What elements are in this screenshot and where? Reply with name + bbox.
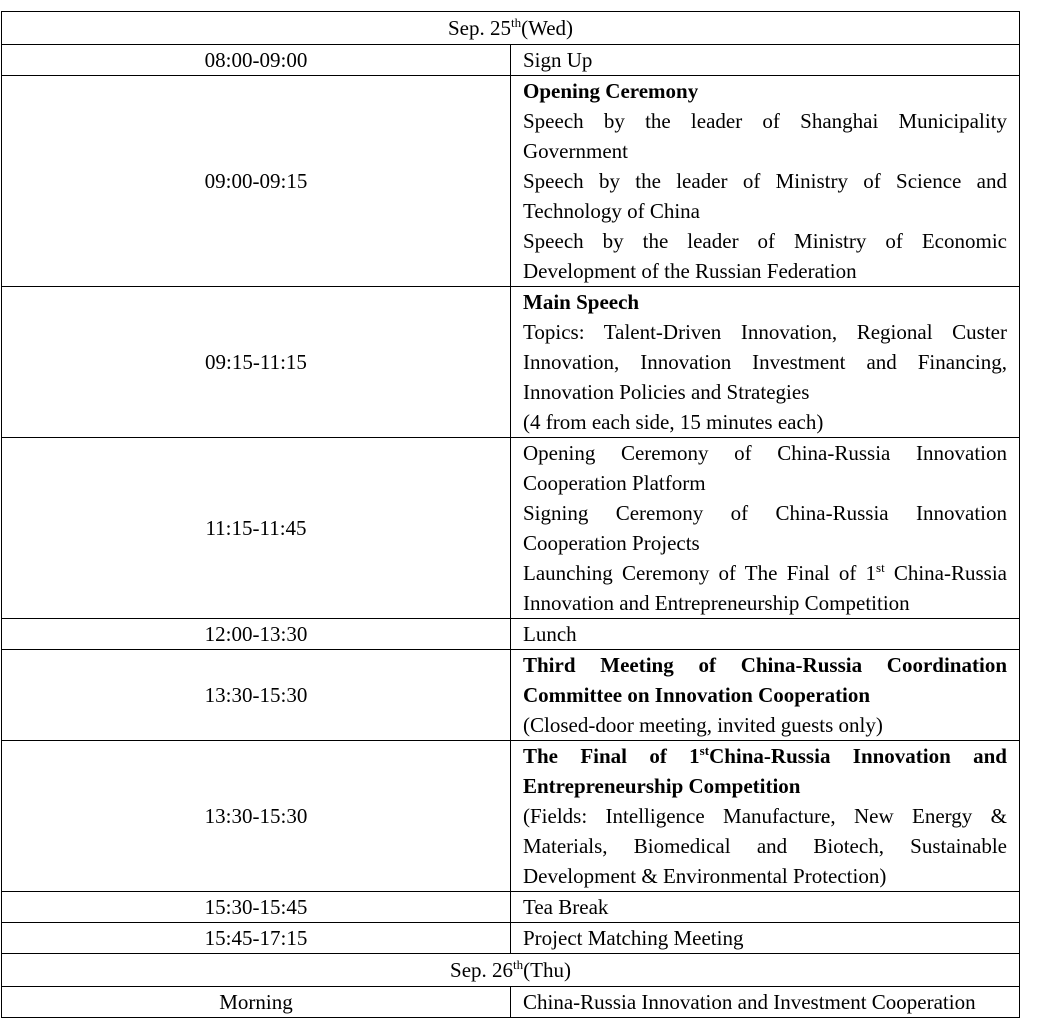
time-cell: 15:45-17:15 bbox=[2, 923, 511, 954]
desc-cell: Lunch bbox=[511, 619, 1020, 650]
time-cell: 13:30-15:30 bbox=[2, 741, 511, 892]
line-text: Launching Ceremony of The Final of 1 bbox=[523, 561, 877, 585]
session-title: Opening Ceremony bbox=[523, 79, 699, 103]
session-line bbox=[523, 558, 1007, 618]
time-cell: Morning bbox=[2, 987, 511, 1018]
time-cell: 09:15-11:15 bbox=[2, 287, 511, 438]
session-line: Speech by the leader of Ministry of Economic Development of the Russian Federation bbox=[523, 229, 1007, 283]
day-weekday: (Wed) bbox=[521, 16, 574, 40]
desc-cell bbox=[511, 287, 1020, 438]
table-row bbox=[2, 619, 1020, 650]
table-row bbox=[2, 650, 1020, 741]
session-title: Third Meeting of China-Russia Coordination Committee on Innovation Cooperation bbox=[523, 653, 1007, 707]
time-cell: 12:00-13:30 bbox=[2, 619, 511, 650]
day-weekday: (Thu) bbox=[523, 958, 571, 982]
ordinal-suffix: st bbox=[699, 743, 710, 758]
day-header-row bbox=[2, 12, 1020, 45]
table-row bbox=[2, 438, 1020, 619]
session-note: (Closed-door meeting, invited guests only) bbox=[523, 713, 883, 737]
day-header bbox=[2, 954, 1020, 987]
time-cell: 09:00-09:15 bbox=[2, 76, 511, 287]
table-row bbox=[2, 287, 1020, 438]
desc-cell: Sign Up bbox=[511, 45, 1020, 76]
time-cell: 13:30-15:30 bbox=[2, 650, 511, 741]
desc-cell bbox=[511, 76, 1020, 287]
desc-cell bbox=[511, 438, 1020, 619]
table-row bbox=[2, 45, 1020, 76]
session-fields: (Fields: Intelligence Manufacture, New Energy & Materials, Biomedical and Biotech, Sustainable Development & Environmental Protection) bbox=[523, 804, 1007, 888]
line-text: China-Russia Innovation and Entrepreneurship Competition bbox=[523, 561, 1007, 615]
day-header-row bbox=[2, 954, 1020, 987]
session-note: (4 from each side, 15 minutes each) bbox=[523, 410, 824, 434]
desc-cell: China-Russia Innovation and Investment Cooperation bbox=[511, 987, 1020, 1018]
session-line: Signing Ceremony of China-Russia Innovation Cooperation Projects bbox=[523, 501, 1007, 555]
day-header bbox=[2, 12, 1020, 45]
day-suffix: th bbox=[513, 957, 524, 972]
title-text: China-Russia Innovation and Entrepreneurship Competition bbox=[523, 744, 1007, 798]
table-row bbox=[2, 987, 1020, 1018]
ordinal-suffix: st bbox=[876, 560, 885, 575]
table-row bbox=[2, 741, 1020, 892]
desc-cell: Tea Break bbox=[511, 892, 1020, 923]
session-title: Main Speech bbox=[523, 290, 640, 314]
desc-cell: Project Matching Meeting bbox=[511, 923, 1020, 954]
time-cell: 11:15-11:45 bbox=[2, 438, 511, 619]
day-date: Sep. 25 bbox=[447, 16, 511, 40]
desc-cell bbox=[511, 650, 1020, 741]
day-date: Sep. 26 bbox=[450, 958, 514, 982]
time-cell: 15:30-15:45 bbox=[2, 892, 511, 923]
day-suffix: th bbox=[510, 15, 522, 30]
table-row bbox=[2, 76, 1020, 287]
time-cell: 08:00-09:00 bbox=[2, 45, 511, 76]
title-text: The Final of 1 bbox=[523, 744, 700, 768]
table-row bbox=[2, 923, 1020, 954]
desc-cell bbox=[511, 741, 1020, 892]
session-title bbox=[523, 741, 1007, 801]
session-line: Opening Ceremony of China-Russia Innovation Cooperation Platform bbox=[523, 441, 1007, 495]
session-line: Speech by the leader of Ministry of Science and Technology of China bbox=[523, 169, 1007, 223]
session-topics: Topics: Talent-Driven Innovation, Regional Custer Innovation, Innovation Investment and Financing, Innovation Policies and Strategies bbox=[523, 320, 1007, 404]
agenda-table bbox=[1, 11, 1020, 1018]
table-row bbox=[2, 892, 1020, 923]
session-line: Speech by the leader of Shanghai Municipality Government bbox=[523, 109, 1007, 163]
